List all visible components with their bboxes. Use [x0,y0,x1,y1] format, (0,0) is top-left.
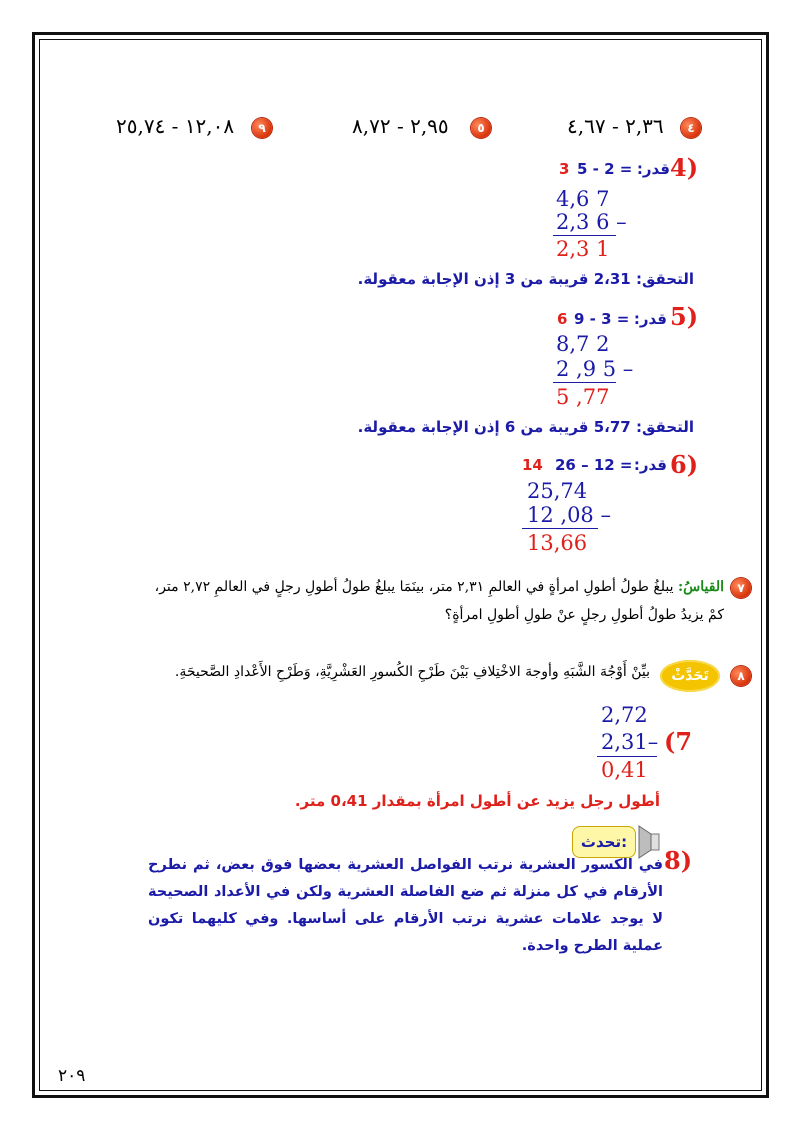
solution-4-result: 2,3 1 [556,237,610,261]
solution-6-estimate-expr: 26 – 12 = [555,456,633,474]
question-8-text: بيِّنْ أَوْجُهَ الشَّبَهِ وأوجهَ الاخْتِلافِ بَيْنَ طَرْحِ الكُسورِ العَشْرِيَّةِ، وَطَرْحِ الأَعْدادِ الصَّحيحَةِ. [174,664,650,680]
solution-7-minuend: 2,72 [601,703,648,727]
question-7-text [44,573,724,629]
solution-6-estimate-label: قدر: [633,456,667,474]
question-8-talk-tag: تَحَدَّثْ [660,660,720,692]
solution-7-subtrahend: 2,31– [601,730,659,754]
exercise-badge-4: ٤ [681,118,701,138]
exercise-badge-5: ٥ [471,118,491,138]
solution-6-rule [522,528,598,529]
solution-6-result: 13,66 [527,531,588,555]
exercise-9-expression: ١٢,٠٨ - ٢٥,٧٤ [116,114,235,138]
solution-7-rule [597,756,657,757]
solution-7-result: 0,41 [601,758,648,782]
question-7-title: القياسُ: [678,579,724,595]
solution-4-minuend: 4,6 7 [556,187,610,211]
solution-4-check: التحقق: 2،31 قريبة من 3 إذن الإجابة معقولة. [357,270,694,288]
solution-5-estimate-expr: 9 - 3 = [574,310,630,328]
solution-6-subtrahend: 12 ,08 – [527,503,611,527]
exercise-badge-9: ٩ [252,118,272,138]
solution-8-text: في الكسور العشرية نرتب الفواصل العشرية بعضها فوق بعض، ثم نطرح الأرقام في كل منزلة ثم ضع الفاصلة العشرية ولكن في الأعداد الصحيحة لا يوجد علامات عشرية نرتب الأرقام على أساسها. وفي كليهما تكون عملية الطرح واحدة. [148,857,663,954]
solution-5-subtrahend: 2 ,9 5 – [556,357,634,381]
exercise-4-expression: ٢,٣٦ - ٤,٦٧ [567,114,664,138]
solution-8-number: 8) [664,846,693,875]
solution-5-result: 5 ,77 [556,385,610,409]
solution-4-subtrahend: 2,3 6 – [556,210,627,234]
solution-5-minuend: 8,7 2 [556,332,610,356]
question-7-badge: ٧ [731,578,751,598]
solution-6-estimate-result: 14 [522,456,543,474]
solution-5-estimate-label: قدر: [633,310,667,328]
solution-4-rule [553,235,616,236]
solution-7-answer: أطول رجل يزيد عن أطول امرأة بمقدار 0،41 متر. [294,792,660,810]
solution-4-estimate-label: قدر: [636,160,670,178]
solution-4-number: 4) [670,153,699,182]
solution-5-rule [553,382,616,383]
solution-5-estimate-result: 6 [557,310,568,328]
page-number: ٢٠٩ [58,1066,86,1086]
solution-7-number: (7 [664,727,693,756]
exercise-5-expression: ٢,٩٥ - ٨,٧٢ [352,114,449,138]
question-7-line1: يبلغُ طولُ أطولِ امرأةٍ في العالمِ ٢,٣١ متر، بينَمَا يبلغُ طولُ أطولِ رجلٍ في العالمِ ٢,٧٢ متر، [154,579,674,595]
solution-6-minuend: 25,74 [527,479,588,503]
solution-4-estimate-expr: 5 - 2 = [577,160,633,178]
question-7-line2: كمْ يزيدُ طولُ أطولِ رجلٍ عنْ طولِ أطولِ امرأةٍ؟ [444,607,724,623]
solution-5-check: التحقق: 5،77 قريبة من 6 إذن الإجابة معقولة. [357,418,694,436]
solution-5-number: 5) [670,302,699,331]
solution-8-talk-tag: تحدث: [572,826,636,858]
solution-6-number: 6) [670,450,699,479]
solution-4-estimate-result: 3 [559,160,570,178]
question-8-badge: ٨ [731,666,751,686]
